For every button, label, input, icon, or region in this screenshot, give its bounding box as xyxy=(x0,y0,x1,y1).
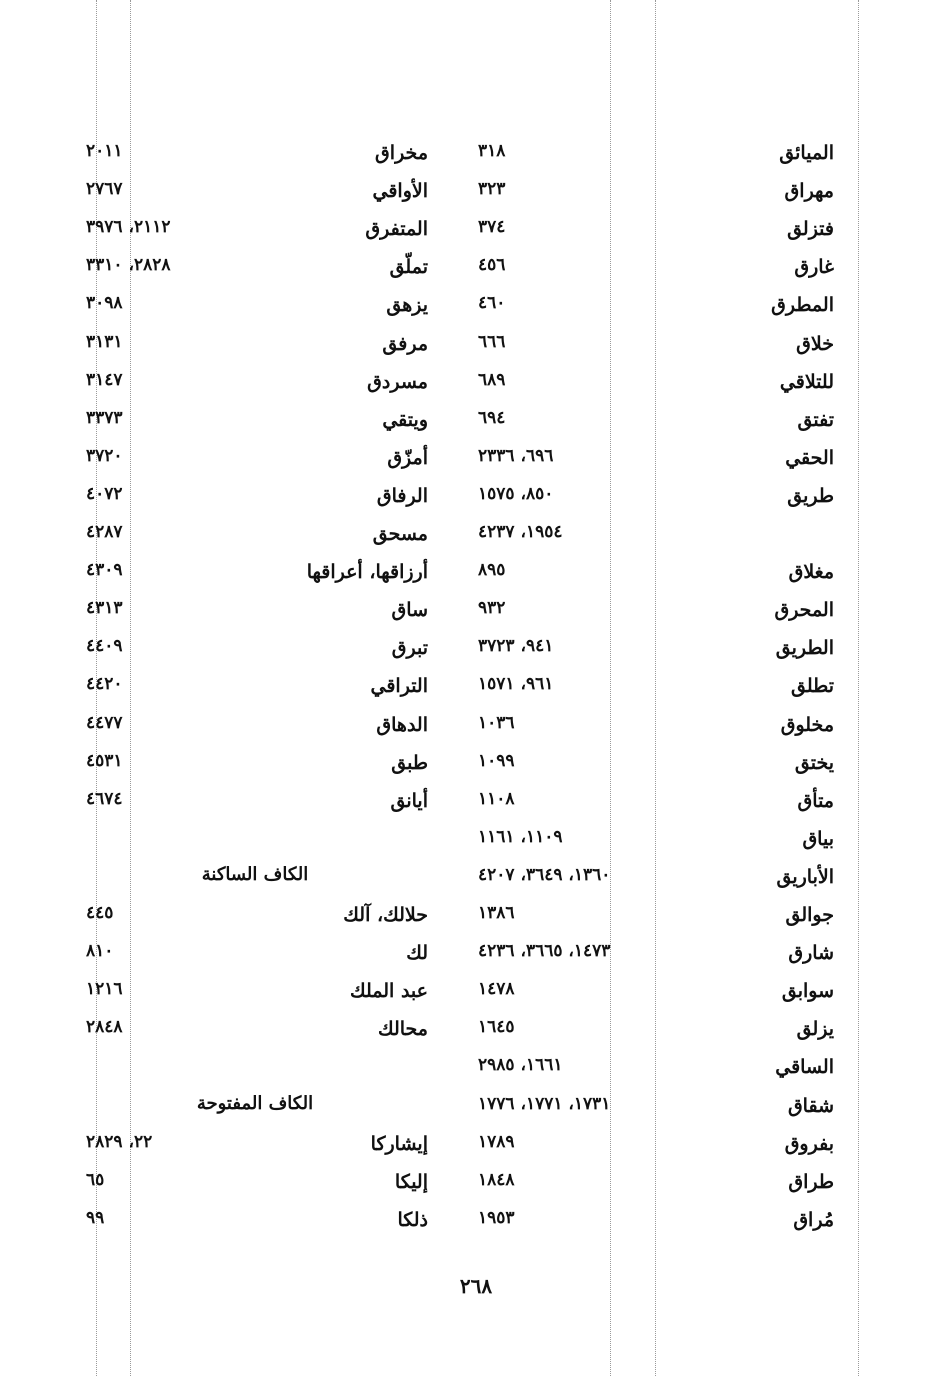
index-entry-word: تفتق xyxy=(797,409,834,431)
index-entry-refs: ٤٥٦ xyxy=(478,255,506,275)
index-entry-word: مهراق xyxy=(784,180,834,202)
index-entry-refs: ٤٤٢٠ xyxy=(86,674,123,694)
index-entry-refs: ٢١١٢، ٣٩٧٦ xyxy=(86,217,171,237)
index-entry-word: إيشاركا xyxy=(370,1133,428,1155)
index-entry-word: مغلاق xyxy=(788,561,834,583)
index-entry-refs: ١٦٤٥ xyxy=(478,1017,515,1037)
index-entry-refs: ٦٨٩ xyxy=(478,370,506,390)
index-entry-word: ويتقي xyxy=(382,409,428,431)
index-entry-word: المتفرق xyxy=(365,218,428,240)
index-entry-refs: ١٢١٦ xyxy=(86,979,123,999)
index-entry-word: الطريق xyxy=(775,637,834,659)
index-entry-word: الدهاق xyxy=(376,714,428,736)
index-entry-refs: ٣١٤٧ xyxy=(86,370,123,390)
index-entry-word: إليكا xyxy=(394,1171,428,1193)
index-entry-word: تطلق xyxy=(790,675,834,697)
index-entry-refs: ٤٣٠٩ xyxy=(86,560,123,580)
section-heading: الكاف المفتوحة xyxy=(196,1093,314,1114)
index-entry-refs: ٦٦٦ xyxy=(478,332,506,352)
index-entry-refs: ٤٤٥ xyxy=(86,903,114,923)
index-entry-refs: ١٣٨٦ xyxy=(478,903,515,923)
index-entry-refs: ٤٦٧٤ xyxy=(86,789,123,809)
index-entry-word: شارق xyxy=(788,942,834,964)
index-entry-word: للتلاقي xyxy=(779,371,834,393)
index-entry-refs: ٣٣٧٣ xyxy=(86,408,123,428)
index-entry-refs: ١٠٣٦ xyxy=(478,713,515,733)
index-entry-refs: ٨٩٥ xyxy=(478,560,506,580)
index-entry-word: خلاق xyxy=(796,333,834,355)
index-entry-refs: ١١٠٩، ١١٦١ xyxy=(478,827,563,847)
index-entry-word: متأق xyxy=(797,790,834,812)
index-entry-refs: ٩٣٢ xyxy=(478,598,506,618)
index-entry-word: أيانق xyxy=(390,790,428,812)
index-entry-word: التراقي xyxy=(370,675,428,697)
index-entry-refs: ٨١٠ xyxy=(86,941,114,961)
index-entry-word: عبد الملك xyxy=(349,980,428,1002)
index-entry-refs: ١٧٨٩ xyxy=(478,1132,515,1152)
index-entry-refs: ١٣٦٠، ٣٦٤٩، ٤٢٠٧ xyxy=(478,865,611,885)
index-entry-refs: ٤٠٧٢ xyxy=(86,484,123,504)
index-entry-word: الرفاق xyxy=(376,485,428,507)
index-entry-refs: ٣١٨ xyxy=(478,141,506,161)
index-entry-refs: ٦٥ xyxy=(86,1170,105,1190)
index-entry-word: مرفق xyxy=(382,333,428,355)
index-entry-word: الساقي xyxy=(775,1056,834,1078)
index-entry-refs: ٣١٣١ xyxy=(86,332,123,352)
index-entry-refs: ١٠٩٩ xyxy=(478,751,515,771)
index-entry-word: ساق xyxy=(391,599,428,621)
index-entry-refs: ١٦٦١، ٢٩٨٥ xyxy=(478,1055,563,1075)
index-entry-word: جوالق xyxy=(785,904,834,926)
index-entry-word: طراق xyxy=(788,1171,834,1193)
index-entry-word: الحقي xyxy=(785,447,834,469)
index-entry-refs: ٤٥٣١ xyxy=(86,751,123,771)
index-entry-refs: ٢٨٢٨، ٣٣١٠ xyxy=(86,255,171,275)
index-entry-word: حلالك، آلك xyxy=(343,904,428,926)
index-entry-refs: ٤٢٨٧ xyxy=(86,522,123,542)
page-number: ٢٦٨ xyxy=(459,1274,493,1298)
index-entry-refs: ١٤٧٣، ٣٦٦٥، ٤٢٣٦ xyxy=(478,941,611,961)
index-entry-word: مخلوق xyxy=(780,714,834,736)
index-entry-word: سوابق xyxy=(781,980,834,1002)
index-entry-word: فتزلق xyxy=(787,218,834,240)
index-entry-refs: ٢٧٦٧ xyxy=(86,179,123,199)
index-entry-refs: ٣٧٢٠ xyxy=(86,446,123,466)
index-entry-word: مسردق xyxy=(367,371,428,393)
index-entry-refs: ٣٢٣ xyxy=(478,179,506,199)
index-entry-word: أرزاقها، أعراقها xyxy=(306,561,428,583)
index-entry-refs: ٤٦٠ xyxy=(478,293,506,313)
index-entry-refs: ١٨٤٨ xyxy=(478,1170,515,1190)
index-entry-word: طبق xyxy=(391,752,428,774)
index-entry-refs: ٢٢، ٢٨٢٩ xyxy=(86,1132,153,1152)
index-entry-word: أمزّق xyxy=(387,447,428,469)
index-entry-refs: ٨٥٠، ١٥٧٥ xyxy=(478,484,554,504)
index-entry-refs: ٢٨٤٨ xyxy=(86,1017,123,1037)
index-entry-word: طريق xyxy=(787,485,834,507)
index-entry-refs: ٢٠١١ xyxy=(86,141,123,161)
index-entry-word: يزلق xyxy=(796,1018,834,1040)
index-entry-refs: ٦٩٤ xyxy=(478,408,506,428)
index-entry-refs: ٩٦١، ١٥٧١ xyxy=(478,674,554,694)
index-entry-word: مخراق xyxy=(375,142,428,164)
index-entry-word: مسحق xyxy=(372,523,428,545)
index-entry-refs: ٩٩ xyxy=(86,1208,105,1228)
index-entry-refs: ٤٣١٣ xyxy=(86,598,123,618)
index-entry-refs: ٩٤١، ٣٧٢٣ xyxy=(478,636,554,656)
index-entry-word: بفروق xyxy=(784,1133,834,1155)
index-entry-word: غارق xyxy=(794,256,834,278)
index-entry-word: المطرق xyxy=(771,294,834,316)
index-entry-refs: ١١٠٨ xyxy=(478,789,515,809)
index-entry-refs: ١٧٣١، ١٧٧١، ١٧٧٦ xyxy=(478,1094,611,1114)
column-guide-line xyxy=(858,0,859,1376)
section-heading: الكاف الساكنة xyxy=(201,864,309,885)
index-entry-word: ذلكا xyxy=(397,1209,428,1231)
index-entry-word: تملّق xyxy=(389,256,428,278)
index-entry-word: الميائق xyxy=(779,142,834,164)
index-entry-word: شقاق xyxy=(787,1095,834,1117)
index-entry-refs: ٤٤٠٩ xyxy=(86,636,123,656)
index-entry-word: يزهق xyxy=(386,294,428,316)
index-entry-word: يختق xyxy=(794,752,834,774)
index-entry-refs: ٣٠٩٨ xyxy=(86,293,123,313)
index-entry-word: لك xyxy=(406,942,428,964)
index-entry-word: بياق xyxy=(802,828,834,850)
index-entry-refs: ١٩٥٣ xyxy=(478,1208,515,1228)
index-entry-refs: ٤٤٧٧ xyxy=(86,713,123,733)
index-entry-refs: ١٤٧٨ xyxy=(478,979,515,999)
index-entry-refs: ٦٩٦، ٢٣٣٦ xyxy=(478,446,554,466)
index-entry-word: الأواقي xyxy=(372,180,428,202)
index-entry-refs: ٣٧٤ xyxy=(478,217,506,237)
index-entry-word: المحرق xyxy=(774,599,834,621)
index-entry-word: تبرق xyxy=(391,637,428,659)
index-entry-refs: ١٩٥٤، ٤٢٣٧ xyxy=(478,522,563,542)
index-entry-word: الأباريق xyxy=(776,866,834,888)
index-entry-word: محالك xyxy=(377,1018,428,1040)
index-entry-word: مُراق xyxy=(793,1209,834,1231)
